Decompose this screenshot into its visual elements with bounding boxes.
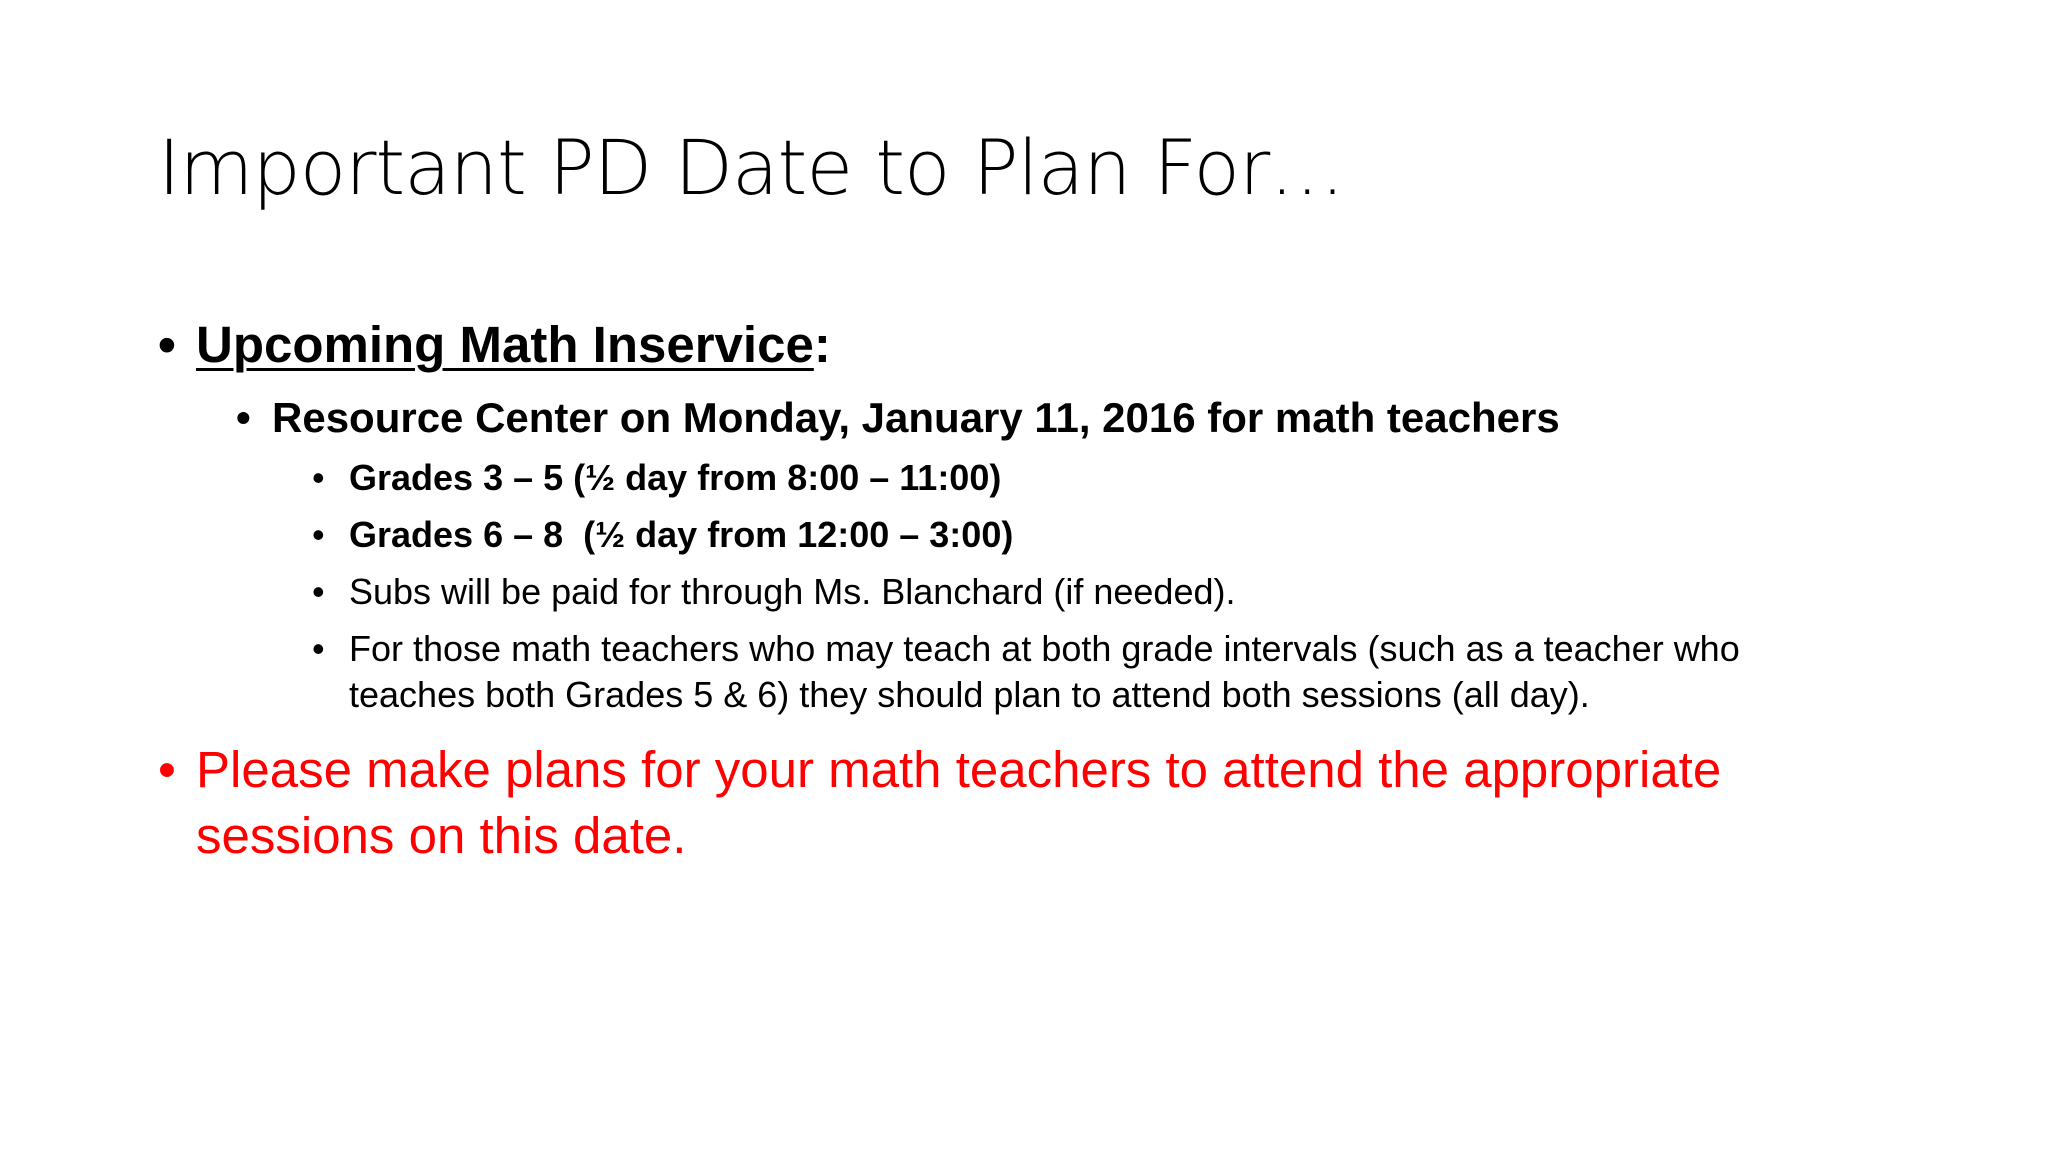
bullet-dot: • (312, 571, 325, 612)
inservice-heading-colon: : (813, 316, 831, 373)
both-intervals-item-line1: For those math teachers who may teach at both grade intervals (such as a teacher who (349, 628, 1740, 669)
inservice-heading: Upcoming Math Inservice (196, 316, 814, 373)
subs-item: Subs will be paid for through Ms. Blanchard (if needed). (349, 571, 1236, 612)
make-plans-line1: Please make plans for your math teachers to attend the appropriate (196, 741, 1722, 798)
bullet-dot: • (236, 394, 251, 441)
resource-center-item: Resource Center on Monday, January 11, 2016 for math teachers (272, 394, 1560, 441)
bullet-dot: • (312, 514, 325, 555)
make-plans-line2: sessions on this date. (196, 807, 687, 864)
bullet-dot: • (312, 457, 325, 498)
slide-title: Important PD Date to Plan For… (158, 123, 1345, 212)
grades-3-5-item: Grades 3 – 5 (½ day from 8:00 – 11:00) (349, 457, 1002, 498)
both-intervals-item-line2: teaches both Grades 5 & 6) they should plan to attend both sessions (all day). (349, 674, 1590, 715)
grades-6-8-item: Grades 6 – 8 (½ day from 12:00 – 3:00) (349, 514, 1014, 555)
bullet-dot: • (158, 741, 176, 798)
bullet-dot: • (158, 316, 176, 373)
bullet-dot: • (312, 628, 325, 669)
inservice-heading-row (196, 312, 831, 378)
